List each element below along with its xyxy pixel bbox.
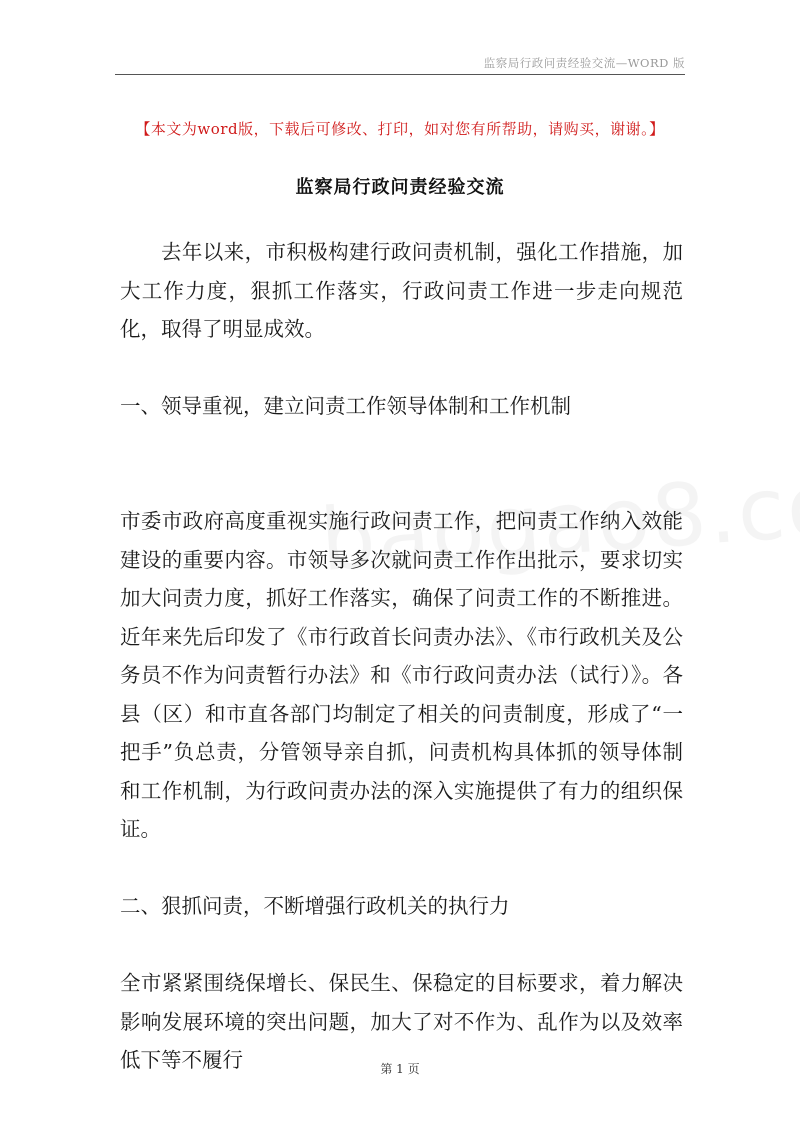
document-title: 监察局行政问责经验交流 (295, 177, 505, 198)
intro-paragraph: 去年以来，市积极构建行政问责机制，强化工作措施，加大工作力度，狠抓工作落实，行政问责工作进一步走向规范化，取得了明显成效。 (120, 240, 683, 341)
section-1-paragraph: 市委市政府高度重视实施行政问责工作，把问责工作纳入效能建设的重要内容。市领导多次就问责工作作出批示，要求切实加大问责力度，抓好工作落实，确保了问责工作的不断推进。近年来先后印发了《市行政首长问责办法》、《市行政机关及公务员不作为问责暂行办法》和《市行政问责办法（试行）》。各县（区）和市直各部门均制定了相关的问责制度，形成了“一把手”负总责，分管领导亲自抓，问责机构具体抓的领导体制和工作机制，为行政问责办法的深入实施提供了有力的组织保证。 (120, 509, 683, 841)
page-number: 第 1 页 (380, 1062, 420, 1076)
section-1-heading: 一、领导重视，建立问责工作领导体制和工作机制 (120, 393, 571, 418)
document-body (120, 233, 683, 1080)
header-divider (115, 74, 685, 75)
running-header: 监察局行政问责经验交流—WORD 版 (483, 56, 685, 70)
section-2-heading: 二、狠抓问责，不断增强行政机关的执行力 (120, 893, 510, 918)
section-2-paragraph: 全市紧紧围绕保增长、保民生、保稳定的目标要求，着力解决影响发展环境的突出问题，加大了对不作为、乱作为以及效率低下等不履行 (120, 971, 683, 1072)
download-notice: 【本文为word版，下载后可修改、打印，如对您有所帮助，请购买，谢谢。】 (135, 120, 665, 138)
